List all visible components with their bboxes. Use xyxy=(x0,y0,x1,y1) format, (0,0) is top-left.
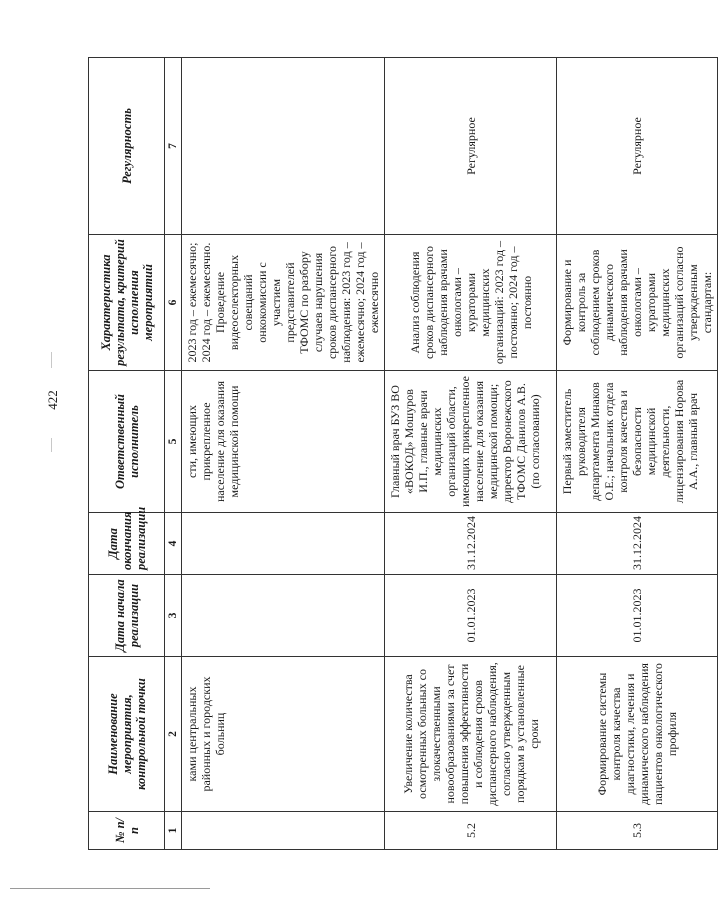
header-end-date: Дата окончания реализации xyxy=(89,513,165,575)
row-regularity: Регулярное xyxy=(385,58,557,235)
row-number: 5.2 xyxy=(385,812,557,850)
table-row xyxy=(557,58,718,850)
row-name: ками центральных районных и городских больниц xyxy=(182,657,385,812)
row-name: Формирование системы контроля качества диагностики, лечения и динамического наблюдения пациентов онкологического профиля xyxy=(557,657,718,812)
row-start-date xyxy=(182,575,385,657)
row-result: 2023 год – ежемесячно; 2024 год – ежемесячно. Проведение видеоселекторных совещаний онкокомиссии с участием представителей ТФОМС по разбору случаев нарушения сроков диспансерного наблюдения: 2023 год – ежемесячно; 2024 год – ежемесячно xyxy=(182,235,385,371)
header-result: Характеристика результата, критерий исполнения мероприятий xyxy=(89,235,165,371)
scan-tick-mark xyxy=(51,352,52,368)
row-number xyxy=(182,812,385,850)
column-number-row xyxy=(165,58,182,850)
row-result: Формирование и контроль за соблюдением сроков динамического наблюдения врачами онкологами – кураторами медицинских организаций согласно утвержденным стандартам: xyxy=(557,235,718,371)
measures-table xyxy=(88,57,718,850)
column-number: 3 xyxy=(165,575,182,657)
table-row xyxy=(385,58,557,850)
row-responsible: Главный врач БУЗ ВО «ВОКОД» Мошуров И.П., главные врачи медицинских организаций области, имеющих прикрепленное население для оказания медицинской помощи; директор Воронежского ТФОМС Данилов А.В. (по согласованию) xyxy=(385,371,557,513)
row-end-date xyxy=(182,513,385,575)
column-number: 2 xyxy=(165,657,182,812)
header-start-date: Дата начала реализации xyxy=(89,575,165,657)
column-number: 1 xyxy=(165,812,182,850)
column-number: 6 xyxy=(165,235,182,371)
row-responsible: Первый заместитель руководителя департамента Минаков О.Е.; начальник отдела контроля качества и безопасности медицинской деятельности, лицензирования Норова А.А., главный врач xyxy=(557,371,718,513)
row-end-date: 31.12.2024 xyxy=(557,513,718,575)
header-name: Наименование мероприятия, контрольной точки xyxy=(89,657,165,812)
header-number: № п/п xyxy=(89,812,165,850)
row-end-date: 31.12.2024 xyxy=(385,513,557,575)
header-regularity: Регулярность xyxy=(89,58,165,235)
row-regularity: Регулярное xyxy=(557,58,718,235)
page-number: 422 xyxy=(45,390,60,410)
row-result: Анализ соблюдения сроков диспансерного наблюдения врачами онкологами – кураторами медицинских организаций: 2023 год – постоянно; 2024 год – постоянно xyxy=(385,235,557,371)
row-start-date: 01.01.2023 xyxy=(557,575,718,657)
column-number: 5 xyxy=(165,371,182,513)
column-number: 7 xyxy=(165,58,182,235)
row-responsible: сти, имеющих прикрепленное население для оказания медицинской помощи xyxy=(182,371,385,513)
scan-tick-mark xyxy=(51,438,52,452)
row-name: Увеличение количества осмотренных больных со злокачественными новообразованиями за счет повышения эффективности и соблюдения сроков диспансерного наблюдения, согласно утвержденным порядкам в установленные сроки xyxy=(385,657,557,812)
header-row xyxy=(89,58,165,850)
scan-edge-line xyxy=(10,888,210,889)
header-responsible: Ответственный исполнитель xyxy=(89,371,165,513)
table-area xyxy=(88,58,714,850)
column-number: 4 xyxy=(165,513,182,575)
table-row xyxy=(182,58,385,850)
row-regularity xyxy=(182,58,385,235)
row-number: 5.3 xyxy=(557,812,718,850)
row-start-date: 01.01.2023 xyxy=(385,575,557,657)
